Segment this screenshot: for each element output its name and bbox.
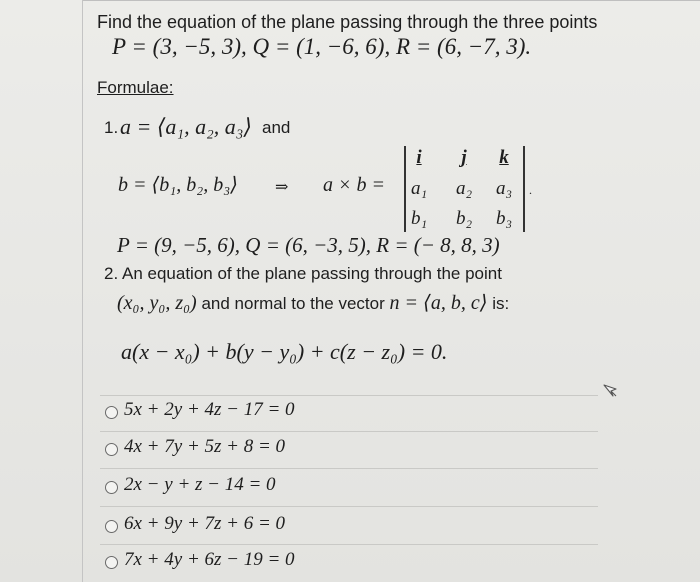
- det-cell-j: j: [461, 147, 467, 168]
- option-divider: [100, 544, 598, 545]
- top-border: [82, 0, 700, 1]
- option-3-label: 2x − y + z − 14 = 0: [124, 474, 276, 495]
- option-4[interactable]: [100, 510, 598, 544]
- point-x0y0z0: (x₀, y₀, z₀): [117, 292, 197, 314]
- and-text: and: [262, 118, 291, 137]
- given-points: P = (3, −5, 3), Q = (1, −6, 6), R = (6, −7, 3).: [112, 34, 532, 59]
- radio-button[interactable]: [105, 406, 118, 419]
- option-5[interactable]: [100, 546, 598, 580]
- formula-2-line-1: [104, 264, 502, 284]
- option-1[interactable]: [100, 396, 598, 430]
- radio-button[interactable]: [105, 520, 118, 533]
- formula-2-line-2: [117, 290, 509, 315]
- radio-button[interactable]: [105, 481, 118, 494]
- formula-1-number: 1.: [104, 118, 119, 137]
- det-cell-b3: b₃: [495, 208, 513, 229]
- radio-button[interactable]: [105, 443, 118, 456]
- plane-equation-formula: a(x − x₀) + b(y − y₀) + c(z − z₀) = 0.: [121, 339, 448, 364]
- det-cell-b2: b₂: [455, 208, 473, 229]
- formula-2-text: An equation of the plane passing through the point: [121, 264, 502, 283]
- option-divider: [100, 431, 598, 432]
- vector-b-definition: b = ⟨b₁, b₂, b₃⟩: [118, 174, 238, 196]
- option-2[interactable]: [100, 433, 598, 467]
- option-3[interactable]: [100, 471, 598, 505]
- determinant-right-bar: [523, 146, 525, 232]
- radio-button[interactable]: [105, 556, 118, 569]
- vector-a-definition: a = ⟨a₁, a₂, a₃⟩: [120, 114, 252, 139]
- modified-points: P = (9, −5, 6), Q = (6, −3, 5), R = (− 8, 8, 3): [117, 233, 500, 257]
- det-cell-a3: a₃: [495, 178, 513, 199]
- option-5-label: 7x + 4y + 6z − 19 = 0: [124, 549, 295, 570]
- formula-2-number: 2.: [104, 264, 119, 283]
- det-cell-i: i: [416, 147, 422, 168]
- option-2-label: 4x + 7y + 5z + 8 = 0: [124, 436, 286, 457]
- det-cell-k: k: [499, 147, 509, 168]
- cross-product-label: a × b =: [323, 174, 385, 196]
- implies-arrow: ⇒: [275, 179, 289, 196]
- formula-2-mid-text: and normal to the vector: [201, 294, 385, 313]
- determinant-period: .: [529, 183, 532, 197]
- option-divider: [100, 506, 598, 507]
- option-4-label: 6x + 9y + 7z + 6 = 0: [124, 513, 286, 534]
- det-cell-b1: b₁: [410, 208, 428, 229]
- formulae-heading: Formulae:: [97, 78, 174, 97]
- option-divider: [100, 468, 598, 469]
- det-cell-a2: a₂: [455, 178, 473, 199]
- normal-vector-n: n = ⟨a, b, c⟩: [389, 292, 488, 314]
- left-border: [82, 0, 83, 582]
- option-1-label: 5x + 2y + 4z − 17 = 0: [124, 399, 295, 420]
- question-text: Find the equation of the plane passing through the three points: [97, 12, 598, 32]
- formula-2-end-text: is:: [492, 294, 510, 313]
- det-cell-a1: a₁: [410, 178, 428, 199]
- cursor-icon: [601, 381, 621, 401]
